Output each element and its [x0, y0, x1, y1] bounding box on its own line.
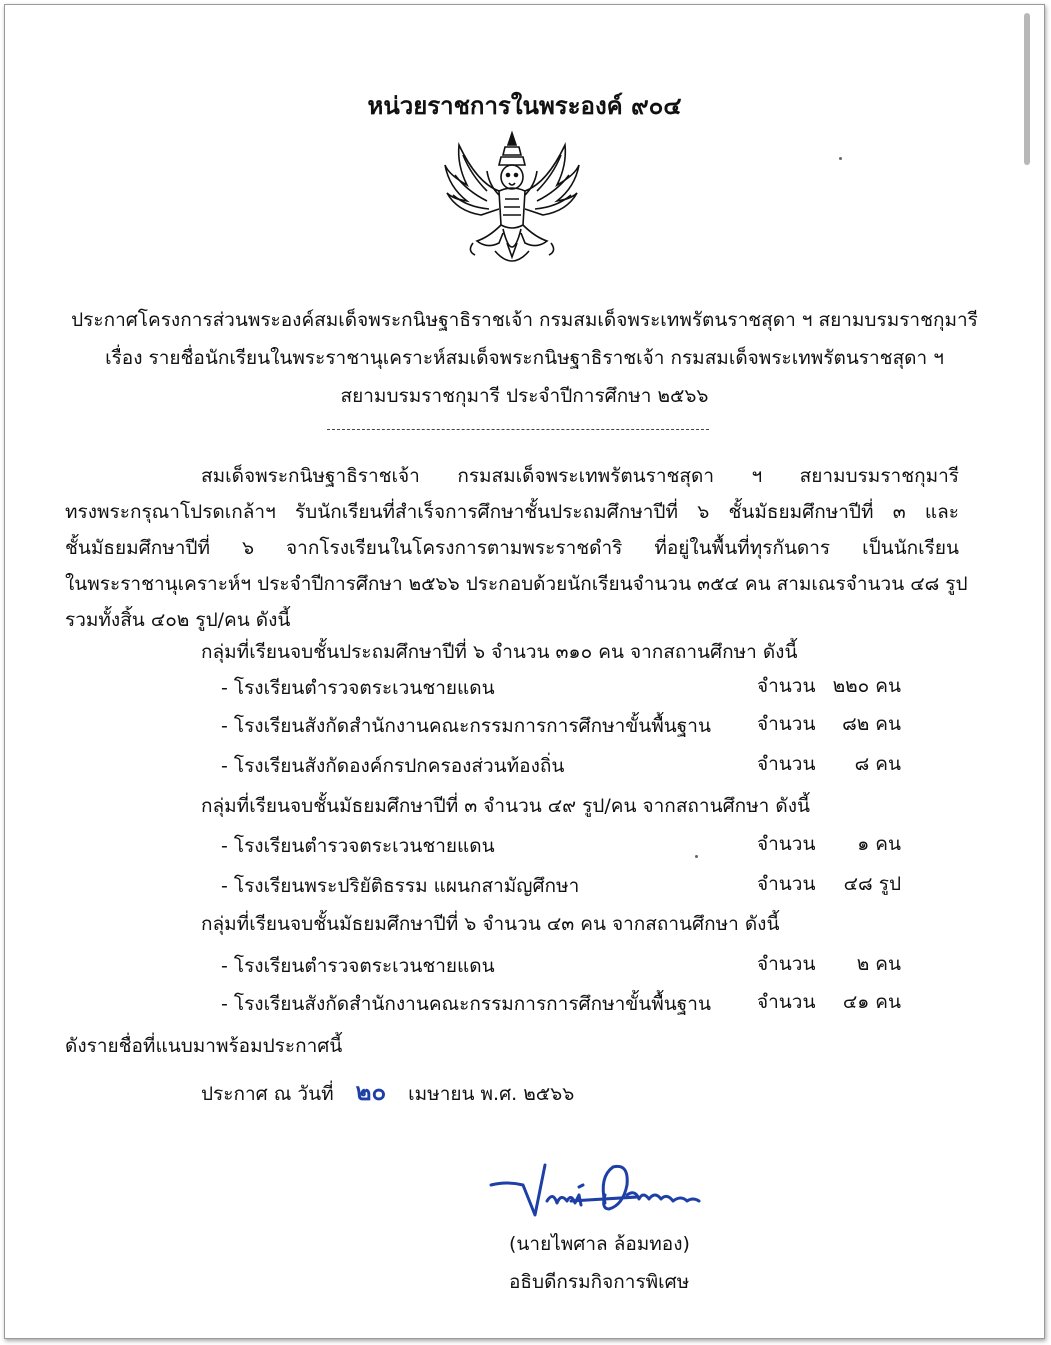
amount-value: ๒ คน [856, 953, 901, 975]
amount-label: จำนวน [757, 713, 816, 735]
document-page [4, 4, 1045, 1339]
garuda-emblem-icon [437, 125, 587, 275]
date-line [201, 1079, 574, 1107]
group-heading: กลุ่มที่เรียนจบชั้นมัธยมศึกษาปีที่ ๖ จำนวน ๔๓ คน จากสถานศึกษา ดังนี้ [201, 913, 780, 935]
amount-value: ๒๒๐ คน [832, 675, 901, 697]
date-suffix: เมษายน พ.ศ. ๒๕๖๖ [408, 1083, 575, 1105]
scan-speck [695, 855, 698, 858]
amount-label: จำนวน [757, 675, 816, 697]
amount-value: ๔๑ คน [842, 991, 901, 1013]
amount-value: ๔๘ รูป [843, 873, 901, 895]
amount-value: ๘ คน [854, 753, 901, 775]
announcement-subject: เรื่อง รายชื่อนักเรียนในพระราชานุเคราะห์สมเด็จพระกนิษฐาธิราชเจ้า กรมสมเด็จพระเทพรัตนราชสุดา ฯ [105, 347, 944, 369]
signature-image [487, 1155, 707, 1225]
group-heading: กลุ่มที่เรียนจบชั้นประถมศึกษาปีที่ ๖ จำนวน ๓๑๐ คน จากสถานศึกษา ดังนี้ [201, 641, 798, 663]
school-name: - โรงเรียนตำรวจตระเวนชายแดน [221, 835, 495, 857]
amount-value: ๘๒ คน [842, 713, 901, 735]
amount-label: จำนวน [757, 753, 816, 775]
date-prefix: ประกาศ ณ วันที่ [201, 1083, 334, 1105]
agency-title: หน่วยราชการในพระองค์ ๙๐๔ [367, 92, 682, 120]
school-name: - โรงเรียนตำรวจตระเวนชายแดน [221, 677, 495, 699]
announcement-line-1: ประกาศโครงการส่วนพระองค์สมเด็จพระกนิษฐาธิราชเจ้า กรมสมเด็จพระเทพรัตนราชสุดา ฯ สยามบรมราชกุมารี [71, 309, 978, 331]
amount-label: จำนวน [757, 873, 816, 895]
body-paragraph-line: รวมทั้งสิ้น ๔๐๒ รูป/คน ดังนี้ [65, 609, 291, 631]
date-day: ๒๐ [355, 1078, 387, 1106]
school-name: - โรงเรียนสังกัดสำนักงานคณะกรรมการการศึกษาขั้นพื้นฐาน [221, 993, 711, 1015]
amount-label: จำนวน [757, 833, 816, 855]
announcement-line-3: สยามบรมราชกุมารี ประจำปีการศึกษา ๒๕๖๖ [340, 385, 709, 407]
body-paragraph-line: ในพระราชานุเคราะห์ฯ ประจำปีการศึกษา ๒๕๖๖ ประกอบด้วยนักเรียนจำนวน ๓๕๔ คน สามเณรจำนวน ๔๘ รูป [65, 573, 968, 595]
school-name: - โรงเรียนพระปริยัติธรรม แผนกสามัญศึกษา [221, 875, 580, 897]
school-name: - โรงเรียนสังกัดองค์กรปกครองส่วนท้องถิ่น [221, 755, 565, 777]
amount-label: จำนวน [757, 991, 816, 1013]
body-paragraph-line: สมเด็จพระกนิษฐาธิราชเจ้า กรมสมเด็จพระเทพรัตนราชสุดา ฯ สยามบรมราชกุมารี [201, 465, 959, 487]
amount-label: จำนวน [757, 953, 816, 975]
closing-text: ดังรายชื่อที่แนบมาพร้อมประกาศนี้ [65, 1035, 343, 1057]
group-heading: กลุ่มที่เรียนจบชั้นมัธยมศึกษาปีที่ ๓ จำนวน ๔๙ รูป/คน จากสถานศึกษา ดังนี้ [201, 795, 810, 817]
scan-speck [839, 157, 842, 160]
body-paragraph-line: ทรงพระกรุณาโปรดเกล้าฯ รับนักเรียนที่สำเร็จการศึกษาชั้นประถมศึกษาปีที่ ๖ ชั้นมัธยมศึกษาปีที่ ๓ และ [65, 501, 959, 523]
signatory-name: (นายไพศาล ล้อมทอง) [509, 1233, 690, 1255]
dashed-divider [327, 429, 709, 430]
school-name: - โรงเรียนสังกัดสำนักงานคณะกรรมการการศึกษาขั้นพื้นฐาน [221, 715, 711, 737]
signatory-position: อธิบดีกรมกิจการพิเศษ [509, 1271, 690, 1293]
body-paragraph-line: ชั้นมัธยมศึกษาปีที่ ๖ จากโรงเรียนในโครงการตามพระราชดำริ ที่อยู่ในพื้นที่ทุรกันดาร เป็นนักเรียน [65, 537, 959, 559]
school-name: - โรงเรียนตำรวจตระเวนชายแดน [221, 955, 495, 977]
amount-value: ๑ คน [857, 833, 901, 855]
scrollbar[interactable] [1024, 13, 1030, 165]
